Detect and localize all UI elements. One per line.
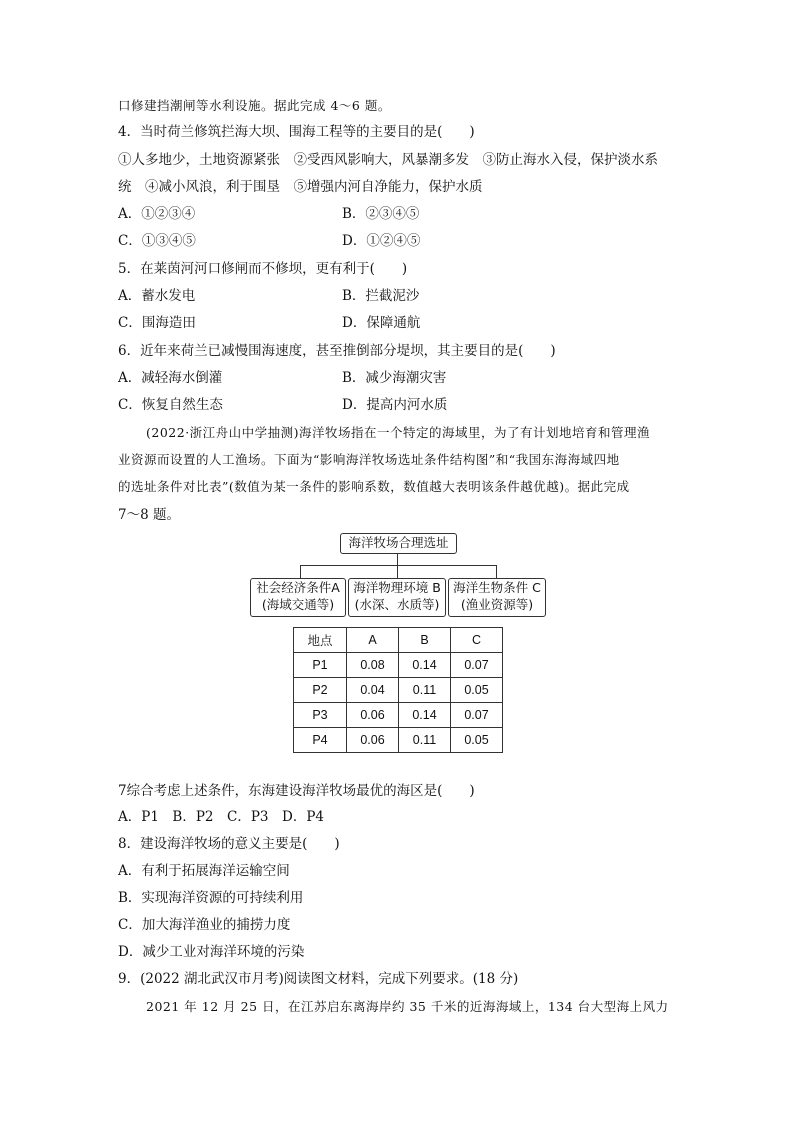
table-header: C [451,628,503,653]
diagram-box-a [250,578,346,617]
intro-passage: 7～8 题。 [118,507,180,523]
box-a-title: 社会经济条件A [256,580,340,595]
question-8: 8．建设海洋牧场的意义主要是( ) [118,836,340,852]
table-cell: 0.08 [347,653,399,678]
question-5: 5．在莱茵河河口修闸而不修坝，更有利于( ) [118,261,408,277]
option-c: C．围海造田 [118,315,196,331]
site-selection-diagram [250,533,546,621]
table-cell: 0.11 [399,678,451,703]
intro-passage: 的选址条件对比表”(数值为某一条件的影响系数，数值越大表明该条件越优越)。据此完成 [118,479,630,494]
connector-line [496,565,497,578]
option-d: D．保障通航 [342,315,421,331]
connector-line [300,565,496,566]
question-4: 4．当时荷兰修筑拦海大坝、围海工程等的主要目的是( ) [118,124,475,140]
diagram-box-c [448,578,546,617]
passage-line: 口修建挡潮闸等水利设施。据此完成 4～6 题。 [118,98,391,113]
table-row [294,653,503,678]
option-a: A．减轻海水倒灌 [118,370,223,386]
option-c: C．恢复自然生态 [118,397,223,413]
table-cell: 0.11 [399,728,451,753]
option-a: A．①②③④ [118,206,196,222]
question-7-options: A．P1 B．P2 C．P3 D．P4 [118,809,325,825]
table-cell: 0.06 [347,728,399,753]
table-cell: P1 [294,653,347,678]
table-row [294,728,503,753]
question-4-statements: 统 ④减小风浪，利于围垦 ⑤增强内河自净能力，保护水质 [118,179,483,195]
option-d: D．①②④⑤ [342,233,421,249]
intro-passage: 业资源而设置的人工渔场。下面为“影响海洋牧场选址条件结构图”和“我国东海海域四地 [118,452,620,467]
table-cell: 0.14 [399,653,451,678]
option-a: A．有利于拓展海洋运输空间 [118,863,290,879]
option-b: B．拦截泥沙 [342,288,420,304]
question-9-passage: 2021 年 12 月 25 日，在江苏启东离海岸约 35 千米的近海海域上，134 台大型海上风力 [146,999,669,1014]
option-a: A．蓄水发电 [118,288,196,304]
table-cell: 0.07 [451,703,503,728]
box-b-title: 海洋物理环境 B [353,580,441,595]
table-cell: 0.05 [451,678,503,703]
table-cell: P2 [294,678,347,703]
option-c: C．加大海洋渔业的捕捞力度 [118,917,291,933]
table-header: B [399,628,451,653]
table-cell: P3 [294,703,347,728]
table-cell: 0.14 [399,703,451,728]
box-c-subtitle: (渔业资源等) [460,597,534,612]
table-row [294,678,503,703]
table-header: 地点 [294,628,347,653]
question-6: 6．近年来荷兰已减慢围海速度，甚至推倒部分堤坝，其主要目的是( ) [118,343,556,359]
option-b: B．②③④⑤ [342,206,420,222]
table-cell: 0.04 [347,678,399,703]
comparison-table [293,627,503,753]
box-c-title: 海洋生物条件 C [453,580,541,595]
table-cell: 0.06 [347,703,399,728]
table-cell: 0.05 [451,728,503,753]
diagram-root-box: 海洋牧场合理选址 [340,533,457,554]
option-c: C．①③④⑤ [118,233,196,249]
connector-line [300,565,301,578]
box-b-subtitle: (水深、水质等) [354,597,440,612]
diagram-box-b [348,578,446,617]
intro-passage: (2022·浙江舟山中学抽测)海洋牧场指在一个特定的海域里，为了有计划地培育和管理渔 [146,425,651,440]
table-row [294,703,503,728]
connector-line [397,553,398,565]
question-9: 9．(2022 湖北武汉市月考)阅读图文材料，完成下列要求。(18 分) [118,971,519,987]
question-4-statements: ①人多地少，土地资源紧张 ②受西风影响大，风暴潮多发 ③防止海水入侵，保护淡水系 [118,152,658,168]
option-b: B．实现海洋资源的可持续利用 [118,890,304,906]
connector-line [397,565,398,578]
option-d: D．提高内河水质 [342,397,448,413]
table-header: A [347,628,399,653]
option-d: D．减少工业对海洋环境的污染 [118,944,305,960]
table-cell: P4 [294,728,347,753]
question-7: 7综合考虑上述条件，东海建设海洋牧场最优的海区是( ) [118,783,475,799]
option-b: B．减少海潮灾害 [342,370,447,386]
box-a-subtitle: (海域交通等) [261,597,335,612]
table-cell: 0.07 [451,653,503,678]
table-header-row [294,628,503,653]
